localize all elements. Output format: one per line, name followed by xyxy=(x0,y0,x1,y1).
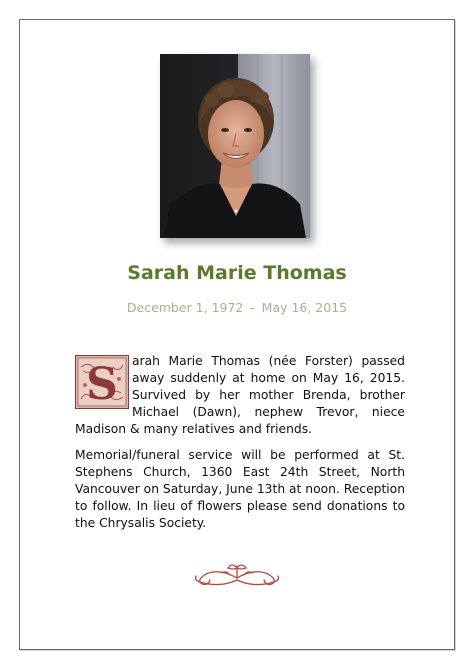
flourish-divider-icon xyxy=(190,558,284,594)
obituary-text xyxy=(75,353,405,541)
life-dates xyxy=(0,300,474,315)
death-date: May 16, 2015 xyxy=(261,300,348,315)
flourish-divider-graphic xyxy=(190,558,284,594)
obituary-paragraph-2: Memorial/funeral service will be performed at St. Stephens Church, 1360 East 24th Street, North Vancouver on Saturday, June 13th at noon. Reception to follow. In lieu of flowers please send donations to the Chrysalis Society. xyxy=(75,448,405,530)
ornate-letter-s-icon xyxy=(75,355,129,409)
drop-cap-letter: S xyxy=(86,359,118,409)
drop-cap-graphic xyxy=(75,355,129,409)
obituary-paragraph-1-text: arah Marie Thomas (née Forster) passed away suddenly at home on May 16, 2015. Survived by her mother Brenda, brother Michael (Dawn), nephew Trevor, niece Madison & many relatives and friends. xyxy=(75,354,405,436)
portrait-photo-graphic xyxy=(160,54,310,238)
deceased-name: Sarah Marie Thomas xyxy=(127,262,347,284)
portrait-photo xyxy=(160,54,310,238)
date-separator: – xyxy=(249,300,256,315)
obituary-paragraph-1 xyxy=(75,353,405,438)
birth-date: December 1, 1972 xyxy=(126,300,244,315)
